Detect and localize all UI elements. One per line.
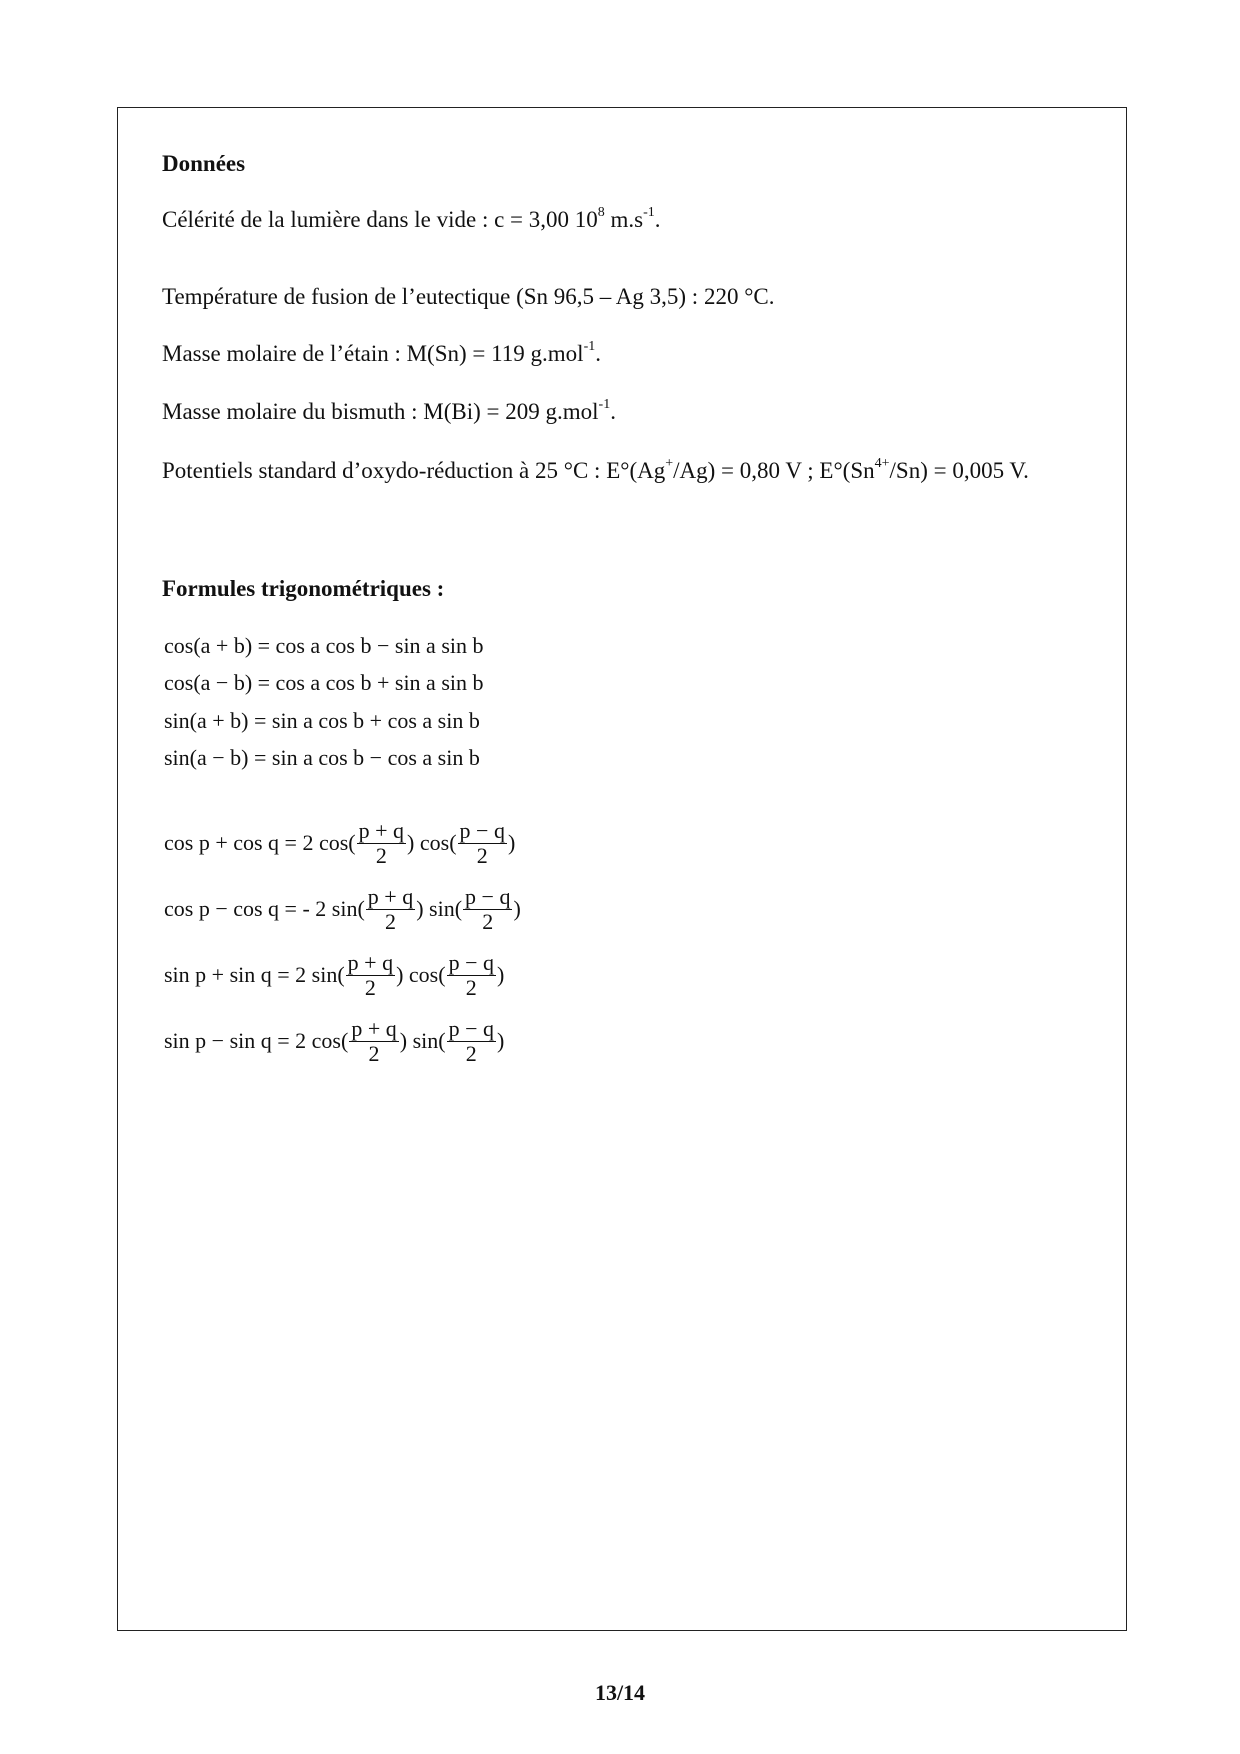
formula-end: ) bbox=[497, 962, 505, 987]
fraction bbox=[349, 1017, 398, 1066]
formula-cos-sum: cos(a + b) = cos a cos b − sin a sin b bbox=[164, 633, 484, 658]
superscript: + bbox=[665, 456, 674, 472]
formula-cos-p-plus-cos-q bbox=[164, 814, 515, 872]
superscript: -1 bbox=[598, 397, 611, 413]
text-segment: Célérité de la lumière dans le vide : c = 3,00 10 bbox=[162, 207, 598, 232]
denominator: 2 bbox=[476, 842, 488, 868]
fraction bbox=[366, 885, 415, 934]
text-segment: . bbox=[595, 341, 601, 366]
formula-mid: ) sin( bbox=[416, 896, 463, 921]
numerator: p − q bbox=[448, 949, 494, 975]
formula-end: ) bbox=[513, 896, 521, 921]
text-segment: /Sn) = 0,005 V. bbox=[889, 458, 1029, 483]
numerator: p + q bbox=[358, 817, 405, 843]
fraction bbox=[447, 1017, 496, 1066]
superscript: -1 bbox=[643, 205, 655, 221]
numerator: p − q bbox=[448, 1015, 494, 1041]
fraction bbox=[357, 819, 406, 868]
formula-sin-p-plus-sin-q bbox=[164, 946, 504, 1004]
formula-lhs: cos p + cos q = 2 cos( bbox=[164, 830, 356, 855]
data-line-celerite bbox=[162, 206, 661, 234]
fraction bbox=[463, 885, 512, 934]
superscript: 4+ bbox=[874, 456, 890, 472]
section-title-donnees: Données bbox=[162, 151, 246, 176]
formula-end: ) bbox=[507, 830, 516, 855]
fraction bbox=[447, 951, 496, 1000]
page-number: 13/14 bbox=[594, 1680, 646, 1705]
denominator: 2 bbox=[465, 1040, 477, 1066]
formula-mid: ) sin( bbox=[399, 1028, 446, 1053]
formula-mid: ) cos( bbox=[396, 962, 446, 987]
data-line-masse-etain bbox=[162, 340, 601, 368]
fraction bbox=[346, 951, 395, 1000]
text-segment: . bbox=[654, 207, 661, 232]
fraction bbox=[458, 819, 507, 868]
formula-cos-diff: cos(a − b) = cos a cos b + sin a sin b bbox=[164, 670, 484, 695]
numerator: p + q bbox=[367, 883, 414, 909]
numerator: p + q bbox=[351, 1015, 397, 1041]
section-title-formules: Formules trigonométriques : bbox=[162, 576, 445, 601]
text-segment: Masse molaire du bismuth : M(Bi) = 209 g.mol bbox=[162, 399, 599, 424]
denominator: 2 bbox=[465, 974, 477, 1000]
formula-lhs: sin p + sin q = 2 sin( bbox=[164, 962, 345, 987]
denominator: 2 bbox=[375, 842, 387, 868]
formula-end: ) bbox=[497, 1028, 505, 1053]
superscript: 8 bbox=[597, 205, 605, 221]
data-line-temperature: Température de fusion de l’eutectique (Sn 96,5 – Ag 3,5) : 220 °C. bbox=[162, 284, 775, 309]
formula-mid: ) cos( bbox=[407, 830, 457, 855]
denominator: 2 bbox=[385, 908, 396, 934]
denominator: 2 bbox=[368, 1040, 380, 1066]
data-line-masse-bismuth bbox=[162, 398, 616, 426]
numerator: p − q bbox=[465, 883, 511, 909]
text-segment: /Ag) = 0,80 V ; E°(Sn bbox=[673, 458, 875, 483]
numerator: p − q bbox=[459, 817, 505, 843]
denominator: 2 bbox=[482, 908, 494, 934]
data-line-potentiels bbox=[162, 457, 1029, 485]
denominator: 2 bbox=[364, 974, 376, 1000]
formula-lhs: cos p − cos q = - 2 sin( bbox=[164, 896, 365, 921]
numerator: p + q bbox=[347, 949, 394, 975]
text-segment: Masse molaire de l’étain : M(Sn) = 119 g.mol bbox=[162, 341, 584, 366]
formula-sin-sum: sin(a + b) = sin a cos b + cos a sin b bbox=[164, 708, 480, 733]
formula-cos-p-minus-cos-q bbox=[164, 880, 521, 938]
formula-sin-p-minus-sin-q bbox=[164, 1012, 504, 1070]
text-segment: Potentiels standard d’oxydo-réduction à 25 °C : E°(Ag bbox=[162, 458, 666, 483]
formula-sin-diff: sin(a − b) = sin a cos b − cos a sin b bbox=[164, 745, 480, 770]
superscript: -1 bbox=[583, 339, 596, 355]
text-segment: m.s bbox=[604, 207, 644, 232]
formula-lhs: sin p − sin q = 2 cos( bbox=[164, 1028, 349, 1053]
text-segment: . bbox=[610, 399, 616, 424]
